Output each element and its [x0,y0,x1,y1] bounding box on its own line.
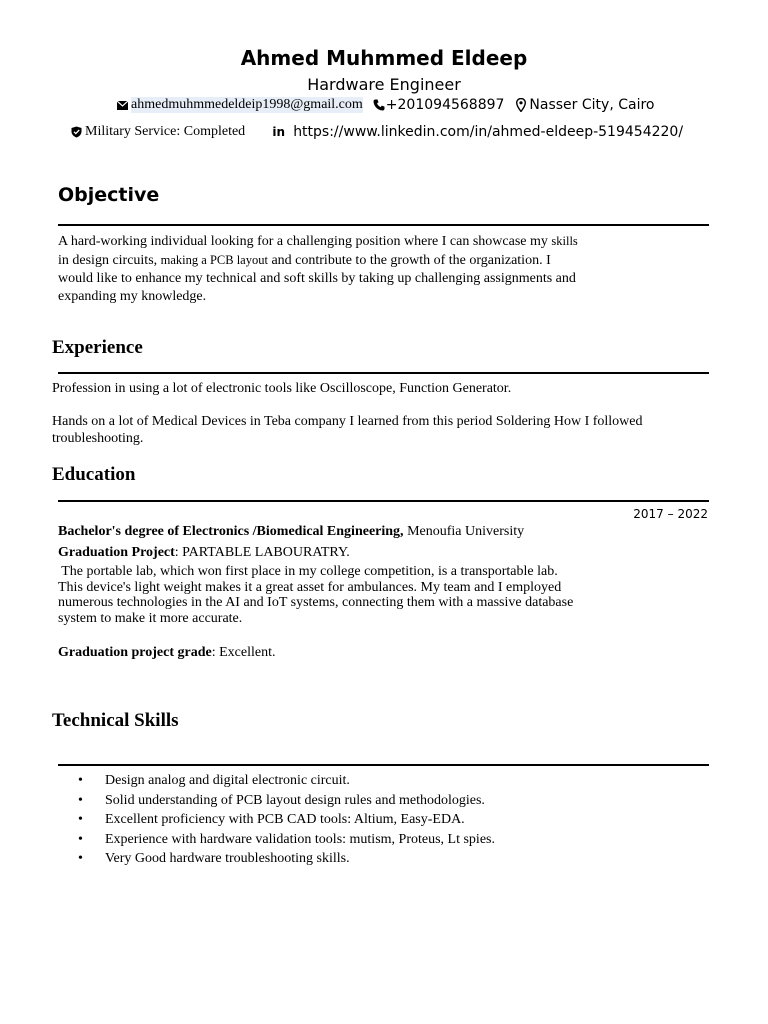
objective-text [58,232,578,306]
email-link[interactable]: ahmedmuhmmedeldeip1998@gmail.com [131,97,363,112]
contact-line-2 [70,124,683,140]
objective-line: A hard-working individual looking for a challenging position where I can showcase my skills [58,234,578,249]
project-name: : PARTABLE LABOURATRY. [174,545,350,560]
experience-item: Profession in using a lot of electronic tools like Oscilloscope, Function Generator. [52,381,512,396]
objective-line: expanding my knowledge. [58,289,207,304]
grade-value: : Excellent. [211,645,276,660]
job-title: Hardware Engineer [307,75,461,94]
linkedin-link[interactable]: https://www.linkedin.com/in/ahmed-eldeep-519454220/ [293,124,684,140]
linkedin-icon: in [272,125,286,139]
education-dates: 2017 – 2022 [633,507,708,521]
grade-label: Graduation project grade [58,645,212,660]
experience-line: Hands on a lot of Medical Devices in Teba company I learned from this period Soldering How I followed [52,414,643,429]
description-line: numerous technologies in the AI and IoT systems, connecting them with a massive database [58,595,574,610]
skills-heading: Technical Skills [52,710,179,731]
skill-item: • Experience with hardware validation tools: mutism, Proteus, Lt spies. [75,830,495,850]
project-label: Graduation Project [58,545,175,560]
candidate-name: Ahmed Muhmmed Eldeep [240,46,528,70]
experience-divider [58,372,709,374]
location: Nasser City, Cairo [529,97,655,113]
education-heading: Education [52,464,136,485]
experience-line: troubleshooting. [52,431,144,446]
skill-item: • Design analog and digital electronic circuit. [75,771,495,791]
military-status: Military Service: Completed [85,124,246,139]
graduation-grade [58,645,276,661]
objective-line: would like to enhance my technical and soft skills by taking up challenging assignments and [58,271,576,286]
skill-item: • Solid understanding of PCB layout design rules and methodologies. [75,791,495,811]
education-degree [58,524,524,540]
skills-list [75,771,495,869]
objective-heading: Objective [58,184,160,206]
objective-line: in design circuits, making a PCB layout and contribute to the growth of the organization. I [58,253,551,268]
degree-name: Bachelor's degree of Electronics /Biomedical Engineering, [58,524,404,539]
description-line: system to make it more accurate. [58,610,243,626]
skills-divider [58,764,709,766]
contact-line-1 [116,97,654,113]
university-name: Menoufia University [403,524,525,539]
description-line: This device's light weight makes it a great asset for ambulances. My team and I employed [58,579,562,595]
skill-item: • Very Good hardware troubleshooting skills. [75,849,495,869]
project-description [58,564,573,626]
phone-icon [373,97,386,113]
map-pin-icon [514,97,527,113]
education-divider [58,500,709,502]
description-line: The portable lab, which won first place in my college competition, is a transportable lab. [58,564,558,579]
envelope-icon [116,97,129,113]
experience-heading: Experience [52,337,143,358]
phone-number[interactable]: +201094568897 [385,97,505,113]
shield-icon [70,124,83,140]
experience-item [52,413,643,447]
objective-divider [58,224,709,226]
graduation-project [58,545,350,561]
skill-item: • Excellent proficiency with PCB CAD tools: Altium, Easy-EDA. [75,810,495,830]
